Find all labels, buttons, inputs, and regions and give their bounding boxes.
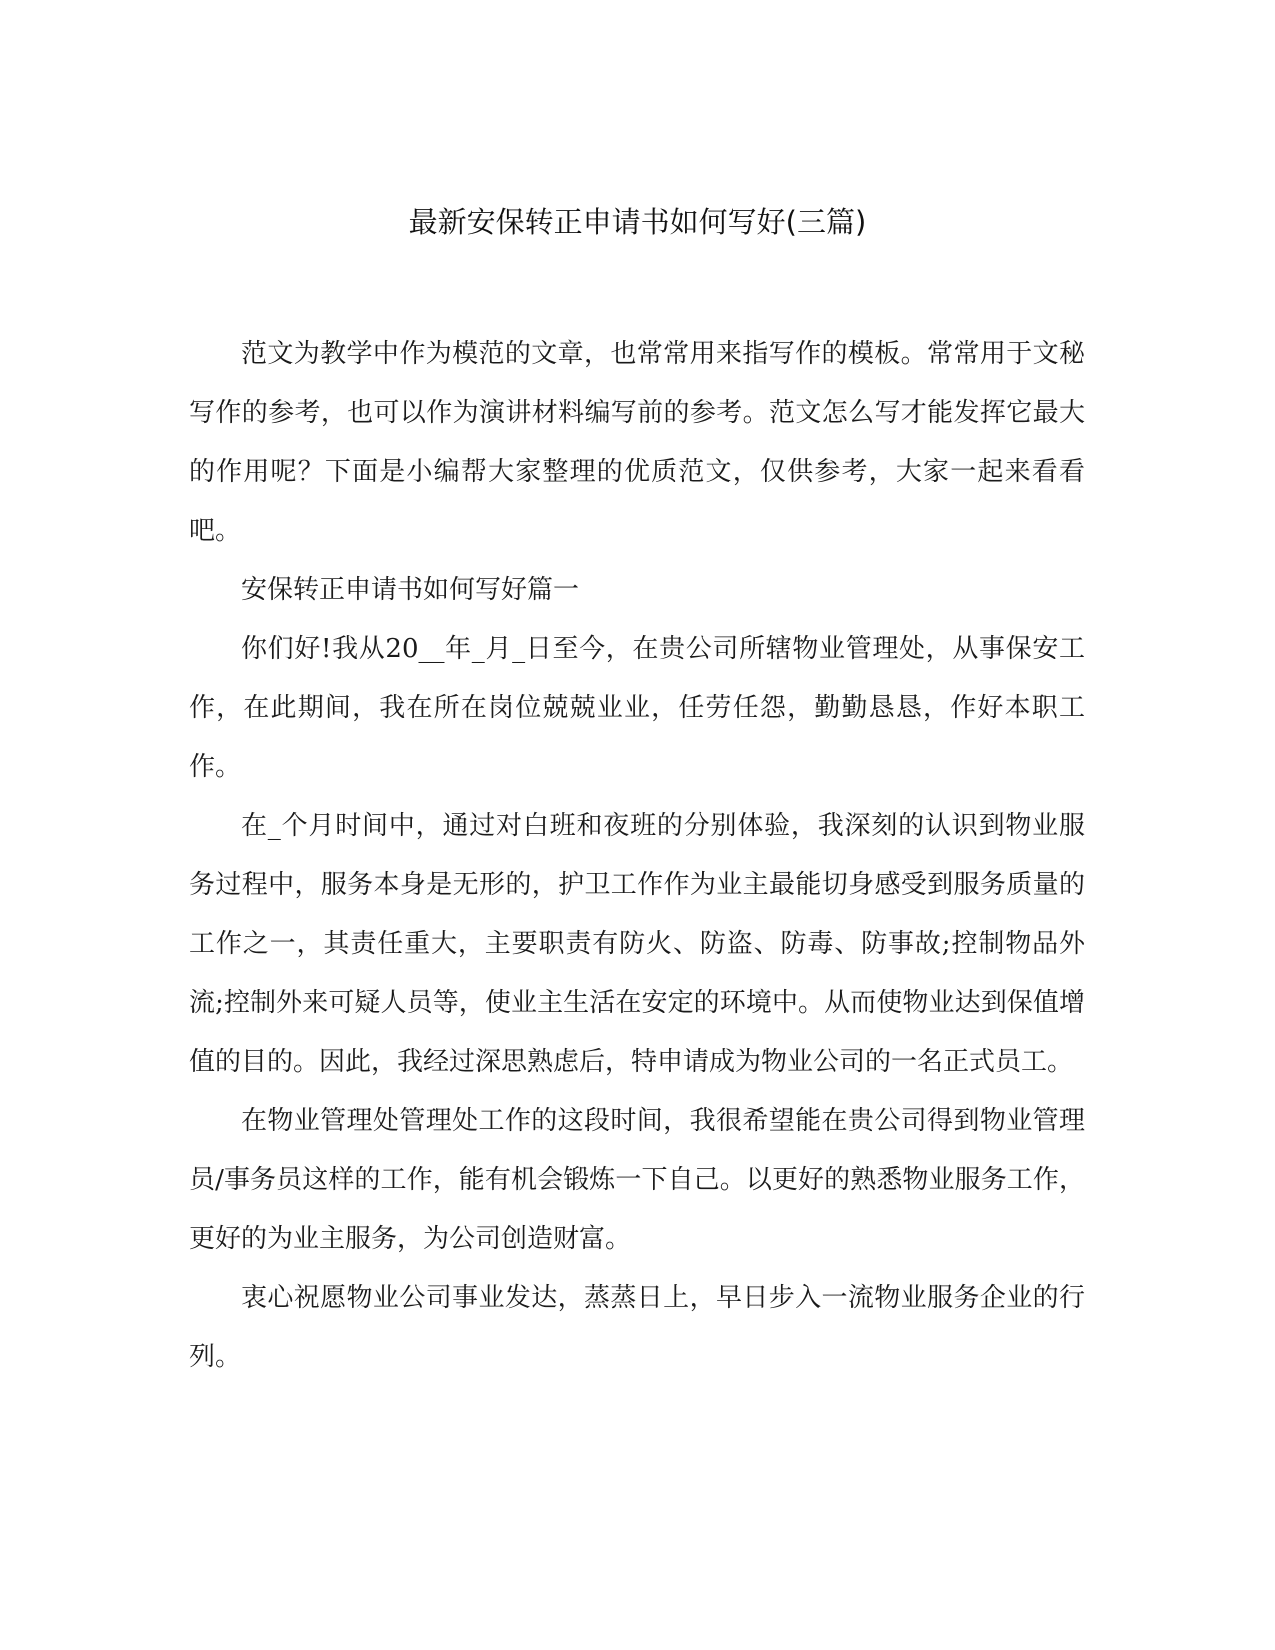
document-body [189, 325, 1085, 1387]
paragraph-closing: 衷心祝愿物业公司事业发达，蒸蒸日上，早日步入一流物业服务企业的行列。 [189, 1283, 1085, 1372]
paragraph-hope: 在物业管理处管理处工作的这段时间，我很希望能在贵公司得到物业管理员/事务员这样的工作，能有机会锻炼一下自己。以更好的熟悉物业服务工作，更好的为业主服务，为公司创造财富。 [189, 1106, 1085, 1254]
paragraph-experience: 在_个月时间中，通过对白班和夜班的分别体验，我深刻的认识到物业服务过程中，服务本身是无形的，护卫工作作为业主最能切身感受到服务质量的工作之一，其责任重大，主要职责有防火、防盗、防毒、防事故;控制物品外流;控制外来可疑人员等，使业主生活在安定的环境中。从而使物业达到保值增值的目的。因此，我经过深思熟虑后，特申请成为物业公司的一名正式员工。 [189, 811, 1085, 1077]
section-heading: 安保转正申请书如何写好篇一 [241, 575, 580, 605]
paragraph-intro: 范文为教学中作为模范的文章，也常常用来指写作的模板。常常用于文秘写作的参考，也可以作为演讲材料编写前的参考。范文怎么写才能发挥它最大的作用呢？下面是小编帮大家整理的优质范文，仅供参考，大家一起来看看吧。 [189, 339, 1085, 546]
paragraph-greeting: 你们好!我从20__年_月_日至今，在贵公司所辖物业管理处，从事保安工作，在此期间，我在所在岗位兢兢业业，任劳任怨，勤勤恳恳，作好本职工作。 [189, 634, 1085, 782]
document-title: 最新安保转正申请书如何写好(三篇) [408, 205, 867, 239]
